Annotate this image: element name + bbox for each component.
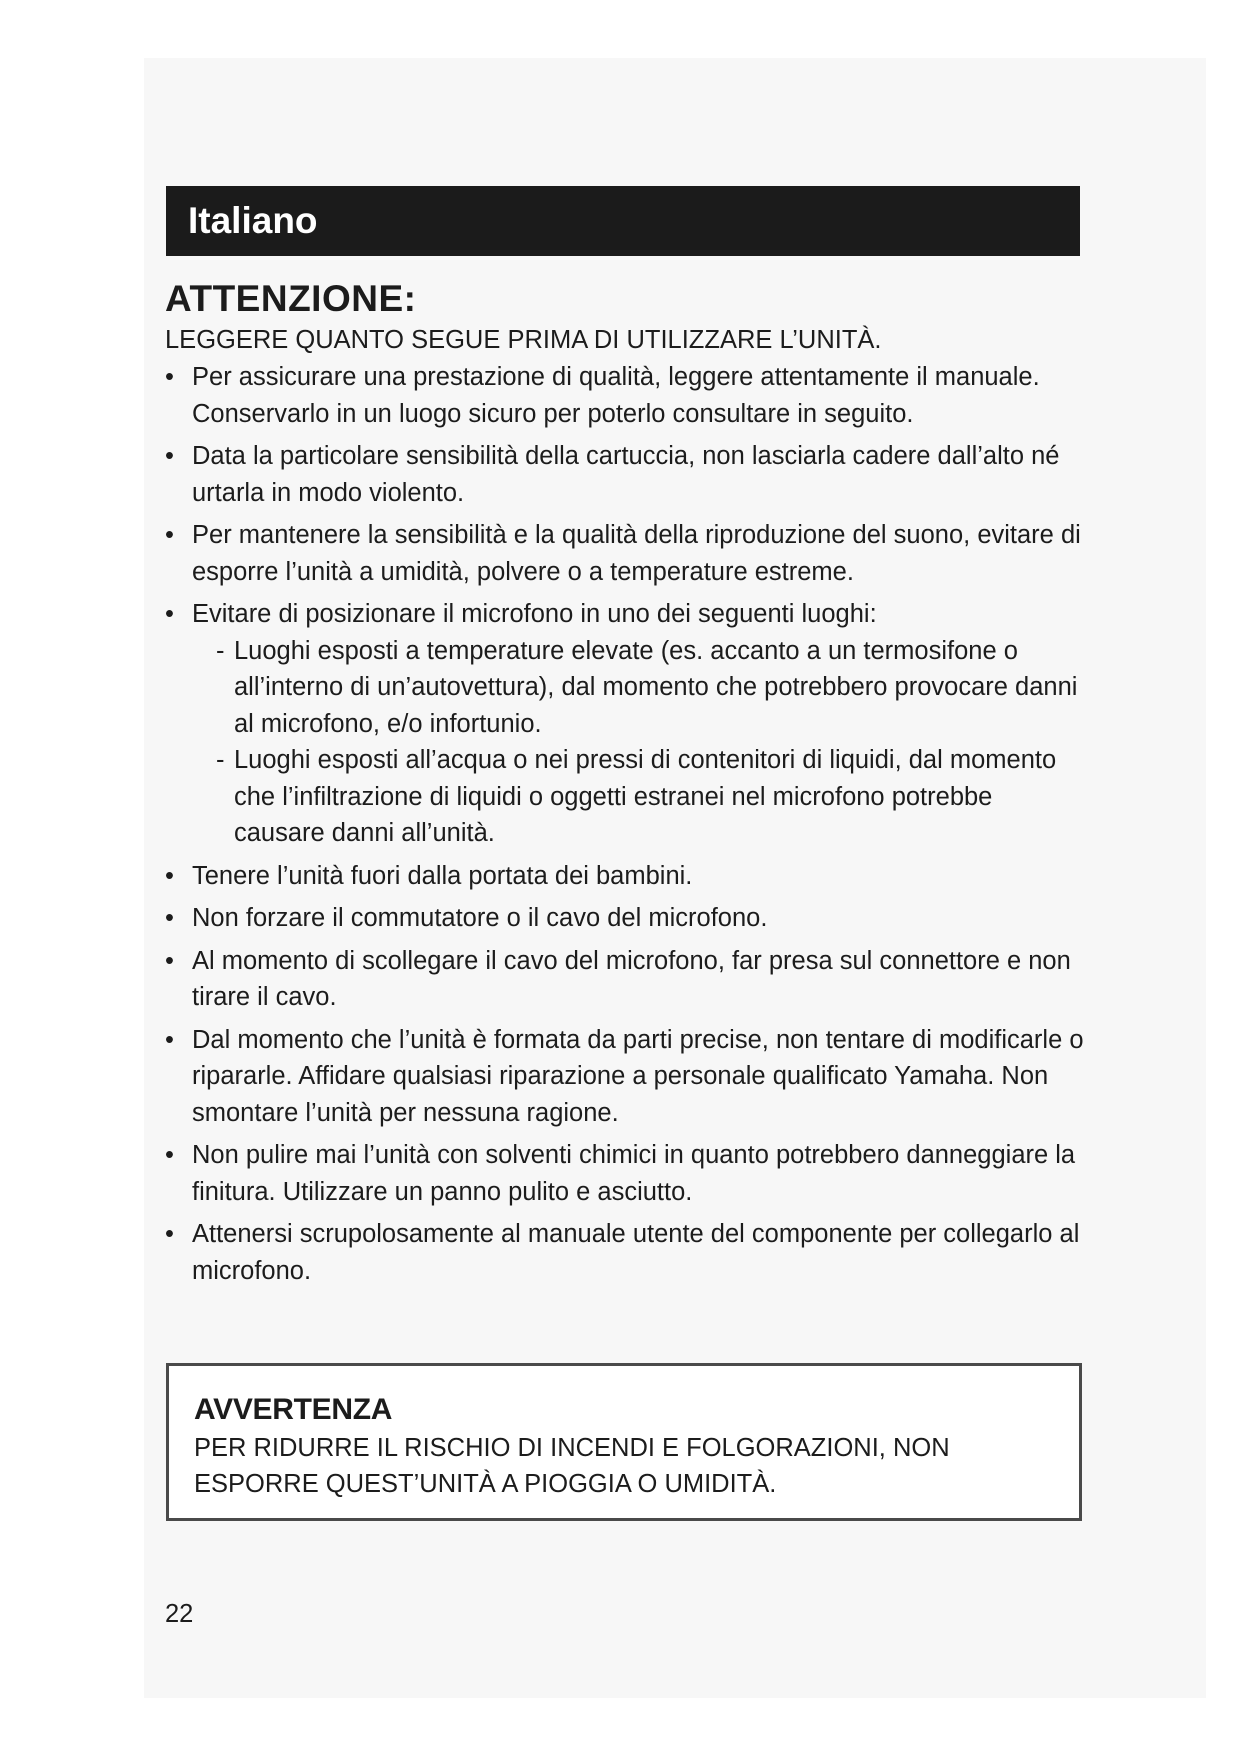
dash-icon: -	[216, 636, 225, 665]
list-item-text: Tenere l’unità fuori dalla portata dei bambini.	[192, 861, 693, 890]
language-header-banner	[166, 186, 1080, 256]
list-item-text: Dal momento che l’unità è formata da parti precise, non tentare di modificarle o ripararle. Affidare qualsiasi riparazione a personale qualificato Yamaha. Non smontare l’unità per nessuna ragione.	[192, 1025, 1084, 1127]
language-title: Italiano	[188, 200, 318, 241]
list-item-text: Data la particolare sensibilità della cartuccia, non lasciarla cadere dall’alto né urtarla in modo violento.	[192, 442, 1060, 507]
bullet-icon: •	[165, 904, 174, 932]
list-item	[165, 596, 1085, 852]
list-item	[165, 858, 1085, 895]
list-item	[165, 943, 1085, 1016]
bullet-icon: •	[165, 600, 174, 628]
bullet-icon: •	[165, 442, 174, 470]
list-item-text: Al momento di scollegare il cavo del microfono, far presa sul connettore e non tirare il cavo.	[192, 946, 1071, 1011]
list-item	[165, 1216, 1085, 1289]
sub-list-item	[216, 742, 1085, 852]
bullet-icon: •	[165, 363, 174, 391]
bullet-icon: •	[165, 1220, 174, 1248]
warning-title: AVVERTENZA	[194, 1393, 393, 1426]
warning-box	[166, 1363, 1082, 1521]
caution-subtitle: LEGGERE QUANTO SEGUE PRIMA DI UTILIZZARE L’UNITÀ.	[165, 326, 882, 354]
sub-list-item	[216, 633, 1085, 743]
list-item	[165, 1137, 1085, 1210]
list-item-text: Per mantenere la sensibilità e la qualità della riproduzione del suono, evitare di esporre l’unità a umidità, polvere o a temperature estreme.	[192, 521, 1081, 586]
list-item	[165, 359, 1085, 432]
bullet-icon: •	[165, 1025, 174, 1054]
list-item-text: Evitare di posizionare il microfono in uno dei seguenti luoghi:	[192, 600, 877, 628]
bullet-icon: •	[165, 1141, 174, 1169]
sub-list-item-text: Luoghi esposti all’acqua o nei pressi di contenitori di liquidi, dal momento che l’infiltrazione di liquidi o oggetti estranei nel microfono potrebbe causare danni all’unità.	[234, 746, 1057, 847]
dash-icon: -	[216, 746, 225, 774]
bullet-icon: •	[165, 946, 174, 975]
warning-text-line-2: ESPORRE QUEST’UNITÀ A PIOGGIA O UMIDITÀ.	[194, 1470, 777, 1498]
list-item	[165, 1022, 1085, 1132]
bullet-icon: •	[165, 861, 174, 890]
list-item-text: Attenersi scrupolosamente al manuale utente del componente per collegarlo al microfono.	[192, 1220, 1080, 1285]
list-item	[165, 517, 1085, 590]
page-number: 22	[165, 1600, 194, 1628]
caution-list	[165, 359, 1085, 1289]
sub-list	[192, 633, 1085, 852]
list-item	[165, 438, 1085, 511]
sub-list-item-text: Luoghi esposti a temperature elevate (es. accanto a un termosifone o all’interno di un’autovettura), dal momento che potrebbero provocare danni al microfono, e/o infortunio.	[234, 636, 1078, 738]
warning-text-line-1: PER RIDURRE IL RISCHIO DI INCENDI E FOLGORAZIONI, NON	[194, 1434, 950, 1462]
list-item-text: Per assicurare una prestazione di qualità, leggere attentamente il manuale. Conservarlo in un luogo sicuro per poterlo consultare in seguito.	[192, 363, 1040, 428]
bullet-icon: •	[165, 521, 174, 549]
caution-section	[165, 276, 1085, 1289]
list-item-text: Non pulire mai l’unità con solventi chimici in quanto potrebbero danneggiare la finitura. Utilizzare un panno pulito e asciutto.	[192, 1141, 1076, 1206]
list-item	[165, 900, 1085, 937]
caution-title: ATTENZIONE:	[165, 278, 417, 319]
list-item-text: Non forzare il commutatore o il cavo del microfono.	[192, 904, 768, 932]
